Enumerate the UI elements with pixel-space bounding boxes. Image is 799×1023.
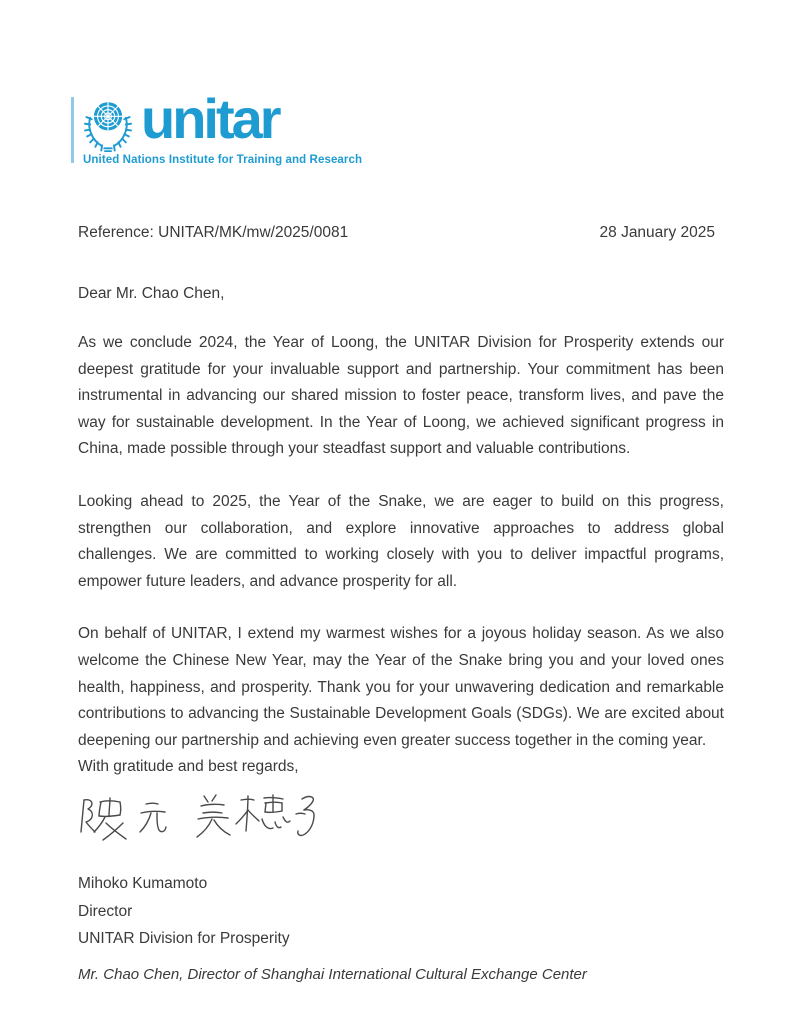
tagline-bold: United Nations: [83, 154, 166, 166]
reference-row: [78, 224, 715, 242]
closing-line: With gratitude and best regards,: [78, 758, 299, 776]
signer-block: [78, 870, 290, 953]
logo-tagline: [83, 154, 362, 166]
un-emblem-icon: [83, 97, 133, 152]
handwritten-signature: [78, 786, 328, 848]
recipient-footer: Mr. Chao Chen, Director of Shanghai International Cultural Exchange Center: [78, 966, 587, 983]
signer-title: Director: [78, 902, 133, 920]
logo-main: [83, 87, 363, 166]
tagline-rest: Institute for Training and Research: [165, 154, 363, 166]
salutation: Dear Mr. Chao Chen,: [78, 285, 225, 302]
unitar-logo: [71, 87, 363, 166]
unitar-wordmark: unitar: [141, 87, 279, 150]
signature-strokes-icon: [78, 786, 328, 848]
paragraph-1: As we conclude 2024, the Year of Loong, the UNITAR Division for Prosperity extends our deepest gratitude for your invaluable support and partnership. Your commitment has been instrumental in advancing our shared mission to foster peace, transform lives, and pave the way for sustainable development. In the Year of Loong, we achieved significant progress in China, made possible through your steadfast support and valuable contributions.: [78, 334, 724, 458]
paragraph-3: On behalf of UNITAR, I extend my warmest wishes for a joyous holiday season. As we also welcome the Chinese New Year, may the Year of the Snake bring you and your loved ones health, happiness, and prosperity. Thank you for your unwavering dedication and remarkable contributions to advancing the Sustainable Development Goals (SDGs). We are excited about deepening our partnership and achieving even greater success together in the coming year.: [78, 625, 724, 749]
logo-row: [83, 87, 362, 152]
logo-accent-bar: [71, 97, 74, 163]
signer-name: Mihoko Kumamoto: [78, 875, 208, 892]
letter-date: 28 January 2025: [599, 224, 715, 241]
letter-body: [78, 330, 724, 781]
signer-division: UNITAR Division for Prosperity: [78, 930, 290, 947]
paragraph-2: Looking ahead to 2025, the Year of the Snake, we are eager to build on this progress, strengthen our collaboration, and explore innovative approaches to address global challenges. We are committed to working closely with you to deliver impactful programs, empower future leaders, and advance prosperity for all.: [78, 492, 724, 590]
reference-number: Reference: UNITAR/MK/mw/2025/0081: [78, 224, 349, 241]
